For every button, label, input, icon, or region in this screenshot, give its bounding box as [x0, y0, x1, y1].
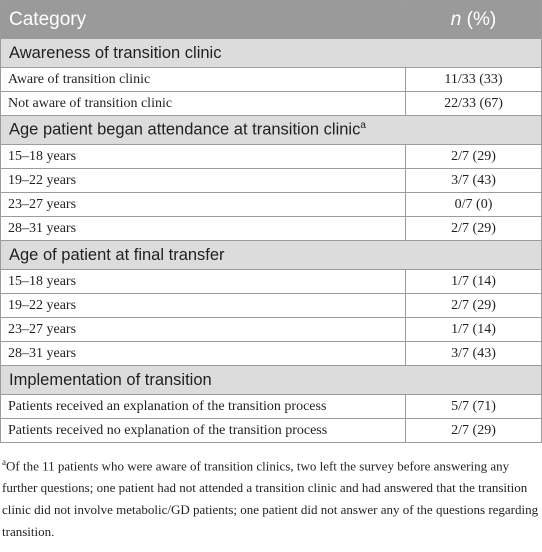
table-footnote: [2, 451, 542, 543]
section-title: [1, 366, 542, 395]
row-value: 2/7 (29): [406, 294, 542, 318]
table-row: [1, 217, 542, 241]
row-value: 2/7 (29): [406, 419, 542, 443]
table-row: [1, 92, 542, 116]
row-label: 15–18 years: [1, 145, 406, 169]
footnote-text: Of the 11 patients who were aware of transition clinics, two left the survey before answering any further questions; one patient had not attended a transition clinic and had answered that the transition clinic did not involve metabolic/GD patients; one patient did not answer any of the questions regarding transition.: [2, 458, 539, 540]
footnote-marker: a: [2, 457, 6, 467]
row-label: 28–31 years: [1, 342, 406, 366]
header-n-symbol: n: [450, 8, 462, 30]
table-header-row: [1, 1, 542, 39]
section-title: [1, 116, 542, 145]
row-label: Patients received an explanation of the transition process: [1, 395, 406, 419]
footnote-marker: a: [360, 120, 366, 132]
row-value: 5/7 (71): [406, 395, 542, 419]
row-label: 19–22 years: [1, 169, 406, 193]
row-label: Patients received no explanation of the transition process: [1, 419, 406, 443]
table-row: [1, 193, 542, 217]
row-label: 19–22 years: [1, 294, 406, 318]
section-title-text: Age of patient at final transfer: [9, 245, 225, 264]
section-title: [1, 39, 542, 68]
row-value: 1/7 (14): [406, 270, 542, 294]
row-label: Not aware of transition clinic: [1, 92, 406, 116]
header-category: Category: [1, 1, 406, 39]
section-header-row: [1, 39, 542, 68]
row-label: 28–31 years: [1, 217, 406, 241]
section-header-row: [1, 366, 542, 395]
table-row: [1, 145, 542, 169]
section-title-text: Implementation of transition: [9, 370, 212, 389]
header-n-percent: [406, 1, 542, 39]
table-row: [1, 395, 542, 419]
section-title-text: Awareness of transition clinic: [9, 43, 222, 62]
row-value: 1/7 (14): [406, 318, 542, 342]
row-value: 11/33 (33): [406, 68, 542, 92]
row-value: 2/7 (29): [406, 145, 542, 169]
row-value: 3/7 (43): [406, 342, 542, 366]
table-row: [1, 342, 542, 366]
section-header-row: [1, 116, 542, 145]
table-row: [1, 294, 542, 318]
header-percent: (%): [461, 8, 497, 30]
row-label: Aware of transition clinic: [1, 68, 406, 92]
row-label: 23–27 years: [1, 318, 406, 342]
row-label: 15–18 years: [1, 270, 406, 294]
table-row: [1, 68, 542, 92]
table-row: [1, 419, 542, 443]
row-label: 23–27 years: [1, 193, 406, 217]
row-value: 2/7 (29): [406, 217, 542, 241]
section-title-text: Age patient began attendance at transition clinic: [9, 120, 361, 139]
table-body: [1, 39, 542, 443]
table-row: [1, 270, 542, 294]
section-title: [1, 241, 542, 270]
row-value: 0/7 (0): [406, 193, 542, 217]
row-value: 22/33 (67): [406, 92, 542, 116]
table-row: [1, 318, 542, 342]
row-value: 3/7 (43): [406, 169, 542, 193]
section-header-row: [1, 241, 542, 270]
table-row: [1, 169, 542, 193]
